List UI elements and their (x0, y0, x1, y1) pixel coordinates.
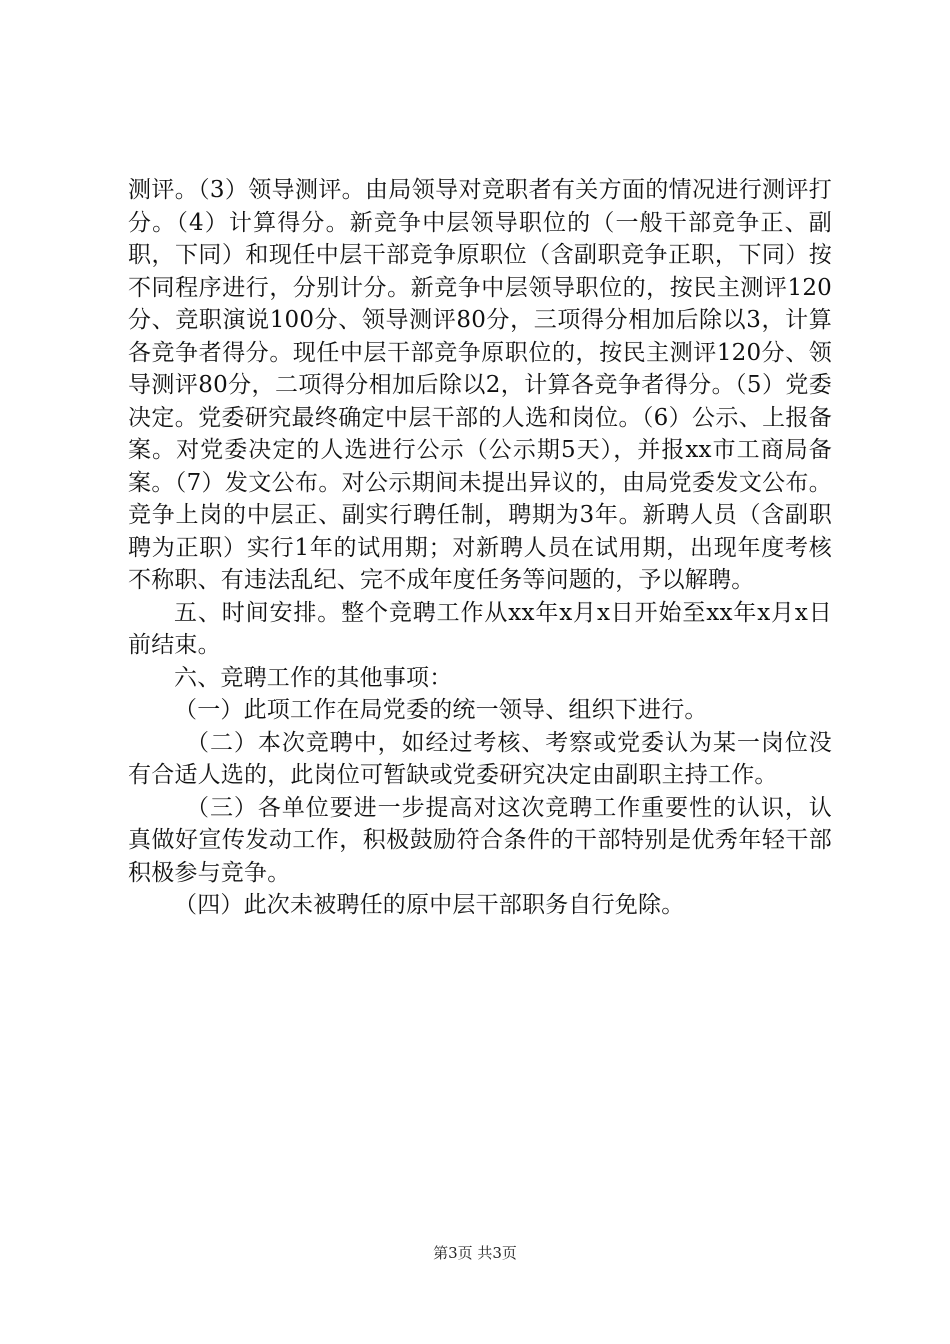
page-footer (0, 1243, 950, 1263)
paragraph-other-matters-heading: 六、竞聘工作的其他事项： (174, 664, 453, 691)
paragraph-item-1: （一）此项工作在局党委的统一领导、组织下进行。 (174, 697, 708, 723)
paragraph-item-3: （三）各单位要进一步提高对这次竞聘工作重要性的认识，认真做好宣传发动工作，积极鼓励符合条件的干部特别是优秀年轻干部积极参与竞争。 (128, 794, 832, 886)
paragraph-item-4: （四）此次未被聘任的原中层干部职务自行免除。 (174, 892, 685, 918)
paragraph-item-2: （二）本次竞聘中，如经过考核、考察或党委认为某一岗位没有合适人选的，此岗位可暂缺或党委研究决定由副职主持工作。 (128, 729, 832, 788)
paragraph-selection-process: 测评。（3）领导测评。由局领导对竞职者有关方面的情况进行测评打分。（4）计算得分。新竞争中层领导职位的（一般干部竞争正、副职，下同）和现任中层干部竞争原职位（含副职竞争正职，下同）按不同程序进行，分别计分。新竞争中层领导职位的，按民主测评120分、竞职演说100分、领导测评80分，三项得分相加后除以3，计算各竞争者得分。现任中层干部竞争原职位的，按民主测评120分、领导测评80分，二项得分相加后除以2，计算各竞争者得分。（5）党委决定。党委研究最终确定中层干部的人选和岗位。（6）公示、上报备案。对党委决定的人选进行公示（公示期5天），并报xx市工商局备案。（7）发文公布。对公示期间未提出异议的，由局党委发文公布。竞争上岗的中层正、副实行聘任制，聘期为3年。新聘人员（含副职聘为正职）实行1年的试用期；对新聘人员在试用期，出现年度考核不称职、有违法乱纪、完不成年度任务等问题的，予以解聘。 (128, 177, 832, 593)
page-number: 第3页 共3页 (433, 1244, 517, 1262)
paragraph-time-schedule: 五、时间安排。整个竞聘工作从xx年x月x日开始至xx年x月x日前结束。 (128, 599, 832, 658)
document-body (128, 174, 832, 922)
